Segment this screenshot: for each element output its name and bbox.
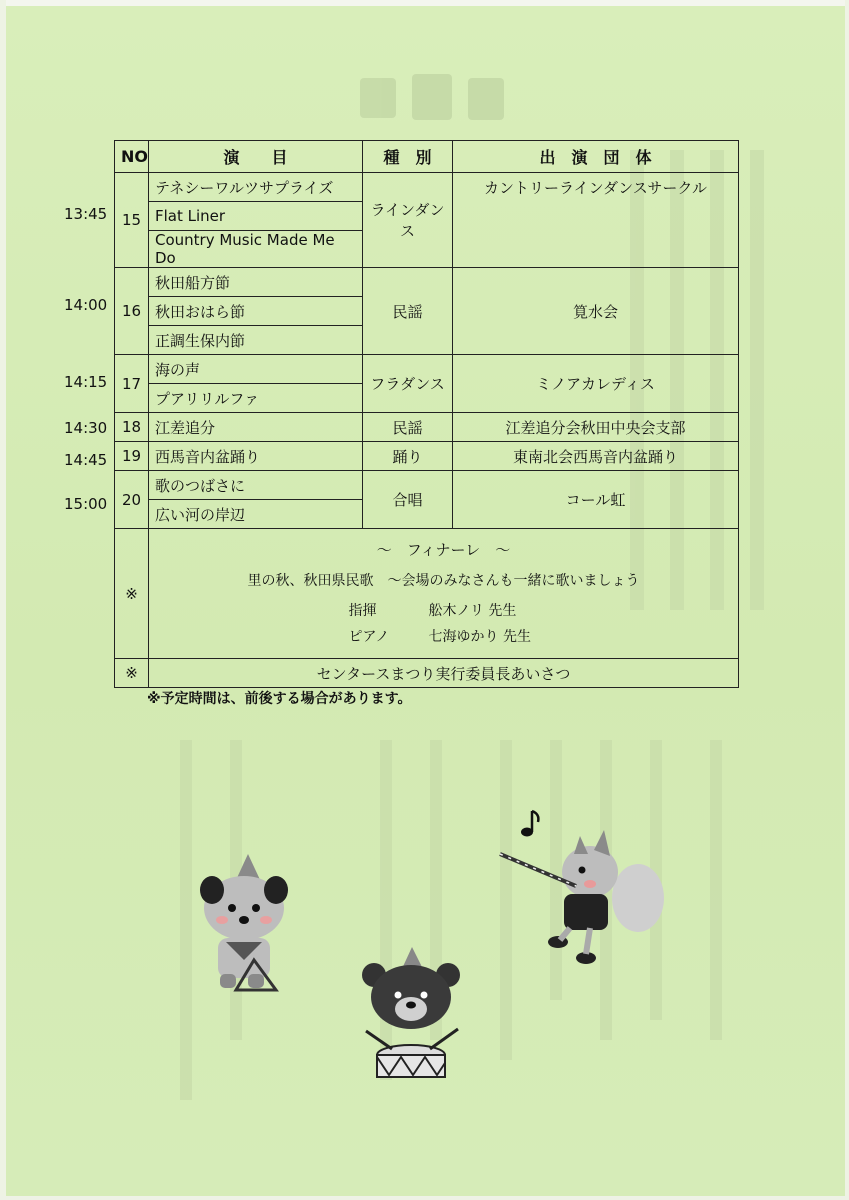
piano-line — [155, 626, 732, 646]
program-title: 海の声 — [149, 355, 363, 384]
conductor-line — [155, 600, 732, 620]
table-row — [115, 173, 739, 202]
program-number: 18 — [115, 413, 149, 442]
table-header-row — [115, 141, 739, 173]
finale-mark: ※ — [115, 529, 149, 659]
finale-songs: 里の秋、秋田県民歌 ～会場のみなさんも一緒に歌いましょう — [247, 573, 640, 589]
performer-group: 江差追分会秋田中央会支部 — [453, 413, 739, 442]
scan-edge-bottom — [0, 1196, 849, 1200]
program-table — [114, 140, 739, 688]
header-program: 演 目 — [149, 141, 363, 173]
table-row — [115, 355, 739, 384]
time-slot: 14:30 — [64, 419, 108, 437]
program-type: ラインダンス — [363, 173, 453, 268]
program-type: フラダンス — [363, 355, 453, 413]
program-number: 20 — [115, 471, 149, 529]
time-slot: 14:15 — [64, 373, 108, 391]
time-slot: 14:00 — [64, 296, 108, 314]
squirrel-flute-icon — [498, 828, 668, 968]
program-type: 民謡 — [363, 413, 453, 442]
table-row — [115, 413, 739, 442]
program-type: 踊り — [363, 442, 453, 471]
program-title: 秋田おはら節 — [149, 297, 363, 326]
conductor-role: 指揮 — [348, 603, 377, 619]
finale-row — [115, 529, 739, 659]
scan-edge-right — [845, 0, 849, 1200]
program-title: 江差追分 — [149, 413, 363, 442]
program-number: 16 — [115, 268, 149, 355]
program-number: 17 — [115, 355, 149, 413]
header-no: NO — [115, 141, 149, 173]
table-row — [115, 471, 739, 500]
program-title: 広い河の岸辺 — [149, 500, 363, 529]
piano-name: 七海ゆかり 先生 — [428, 629, 531, 645]
header-group: 出 演 団 体 — [453, 141, 739, 173]
scan-edge-left — [0, 0, 6, 1200]
program-number: 19 — [115, 442, 149, 471]
closing-row — [115, 659, 739, 688]
bear-drum-icon — [358, 945, 468, 1095]
finale-cell — [149, 529, 739, 659]
dog-triangle-icon — [196, 850, 306, 1000]
program-number: 15 — [115, 173, 149, 268]
program-title: 歌のつばさに — [149, 471, 363, 500]
program-title: 正調生保内節 — [149, 326, 363, 355]
program-title: 秋田船方節 — [149, 268, 363, 297]
performer-group: カントリーラインダンスサークル — [453, 173, 739, 268]
closing-mark: ※ — [115, 659, 149, 688]
program-title: Country Music Made Me Do — [149, 231, 363, 268]
header-type: 種 別 — [363, 141, 453, 173]
program-type: 合唱 — [363, 471, 453, 529]
scan-edge-top — [0, 0, 849, 6]
program-type: 民謡 — [363, 268, 453, 355]
program-title: プアリリルファ — [149, 384, 363, 413]
table-row — [115, 268, 739, 297]
performer-group: 筧水会 — [453, 268, 739, 355]
finale-title: ～ フィナーレ ～ — [376, 541, 511, 559]
performer-group: ミノアカレディス — [453, 355, 739, 413]
time-slot: 13:45 — [64, 205, 108, 223]
table-row — [115, 442, 739, 471]
time-slot: 14:45 — [64, 451, 108, 469]
performer-group: 東南北会西馬音内盆踊り — [453, 442, 739, 471]
conductor-name: 舩木ノリ 先生 — [428, 603, 517, 619]
time-slot: 15:00 — [64, 495, 108, 513]
music-note-icon — [520, 808, 544, 838]
program-title: Flat Liner — [149, 202, 363, 231]
program-title: テネシーワルツサプライズ — [149, 173, 363, 202]
program-title: 西馬音内盆踊り — [149, 442, 363, 471]
performer-group: コール虹 — [453, 471, 739, 529]
closing-text: センタースまつり実行委員長あいさつ — [149, 659, 739, 688]
footnote: ※予定時間は、前後する場合があります。 — [147, 691, 412, 707]
piano-role: ピアノ — [348, 629, 390, 645]
